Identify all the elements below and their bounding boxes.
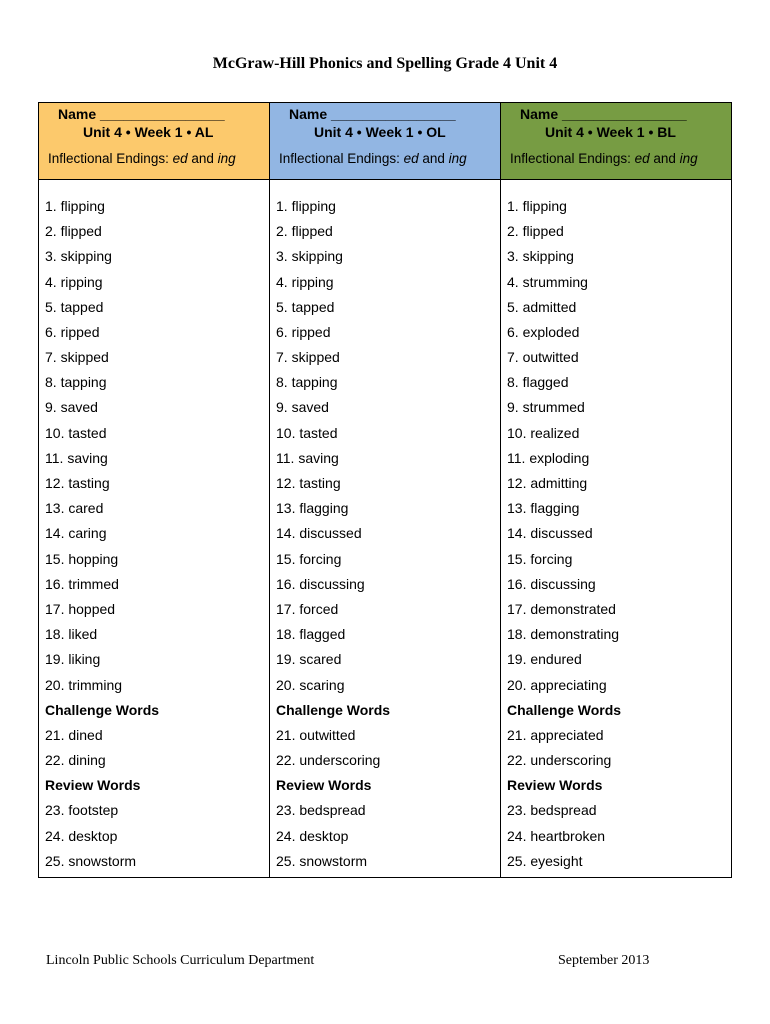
word-item: 12. tasting bbox=[276, 475, 341, 491]
word-item: 16. discussing bbox=[507, 575, 596, 592]
word-item: 4. strumming bbox=[507, 273, 588, 290]
word-item: 7. skipped bbox=[45, 349, 109, 366]
word-item: 13. flagging bbox=[276, 500, 349, 517]
inflect-ing: ing bbox=[217, 151, 236, 166]
word-item: 25. snowstorm bbox=[45, 852, 137, 869]
section-heading: Challenge Words bbox=[276, 701, 391, 718]
word-item: 8. flagged bbox=[507, 374, 569, 391]
word-item: 25. snowstorm bbox=[276, 852, 368, 869]
inflect-ing: ing bbox=[679, 151, 698, 166]
word-item: 16. discussing bbox=[276, 575, 365, 592]
section-heading: Review Words bbox=[507, 777, 603, 794]
unit-label: Unit 4 • Week 1 • OL bbox=[314, 124, 446, 140]
word-item: 21. outwitted bbox=[276, 726, 356, 743]
inflect-prefix: Inflectional Endings: bbox=[279, 151, 404, 166]
word-item: 12. tasting bbox=[45, 475, 110, 491]
word-item: 24. desktop bbox=[276, 827, 349, 844]
word-item: 17. hopped bbox=[45, 600, 116, 617]
word-item: 20. appreciating bbox=[507, 676, 607, 693]
word-item: 7. skipped bbox=[276, 349, 340, 366]
word-item: 22. underscoring bbox=[507, 752, 612, 769]
word-item: 24. heartbroken bbox=[507, 827, 606, 844]
word-item: 11. exploding bbox=[507, 449, 590, 466]
word-item: 12. admitting bbox=[507, 475, 588, 491]
inflect-and: and bbox=[187, 151, 218, 166]
inflectional-endings-label bbox=[39, 141, 269, 166]
column-ol bbox=[270, 103, 501, 877]
word-item: 1. flipping bbox=[276, 197, 336, 214]
word-item: 19. scared bbox=[276, 651, 342, 668]
word-item: 13. cared bbox=[45, 500, 104, 517]
spelling-table bbox=[38, 102, 732, 878]
word-item: 15. forcing bbox=[276, 550, 342, 567]
word-item: 4. ripping bbox=[45, 273, 103, 290]
word-item: 1. flipping bbox=[45, 197, 105, 214]
word-item: 9. saved bbox=[45, 399, 98, 416]
word-item: 4. ripping bbox=[276, 273, 334, 290]
inflect-and: and bbox=[649, 151, 680, 166]
word-item: 23. bedspread bbox=[507, 802, 597, 819]
unit-label: Unit 4 • Week 1 • AL bbox=[83, 124, 214, 140]
word-item: 23. bedspread bbox=[276, 802, 366, 819]
word-item: 19. endured bbox=[507, 651, 582, 668]
word-item: 22. underscoring bbox=[276, 752, 381, 769]
word-item: 6. ripped bbox=[276, 323, 331, 340]
column-bl bbox=[501, 103, 731, 877]
inflect-ing: ing bbox=[448, 151, 467, 166]
word-item: 16. trimmed bbox=[45, 575, 119, 592]
section-heading: Challenge Words bbox=[45, 701, 160, 718]
word-item: 21. dined bbox=[45, 726, 103, 743]
word-item: 14. caring bbox=[45, 525, 107, 542]
word-item: 17. demonstrated bbox=[507, 600, 616, 617]
inflect-prefix: Inflectional Endings: bbox=[48, 151, 173, 166]
word-item: 20. trimming bbox=[45, 676, 123, 693]
word-item: 15. forcing bbox=[507, 550, 573, 567]
word-item: 15. hopping bbox=[45, 550, 119, 567]
word-item: 11. saving bbox=[45, 449, 108, 466]
word-item: 23. footstep bbox=[45, 802, 119, 819]
word-item: 3. skipping bbox=[45, 248, 112, 265]
word-item: 10. tasted bbox=[45, 424, 107, 441]
word-item: 19. liking bbox=[45, 651, 101, 668]
word-item: 10. realized bbox=[507, 424, 580, 441]
inflectional-endings-label bbox=[501, 141, 731, 166]
word-list bbox=[501, 180, 731, 877]
word-list bbox=[39, 180, 269, 877]
word-item: 3. skipping bbox=[276, 248, 343, 265]
word-item: 18. flagged bbox=[276, 626, 346, 643]
column-header-al bbox=[39, 103, 269, 180]
word-item: 25. eyesight bbox=[507, 852, 583, 869]
word-item: 20. scaring bbox=[276, 676, 345, 693]
word-item: 1. flipping bbox=[507, 197, 567, 214]
word-item: 5. admitted bbox=[507, 298, 577, 315]
word-item: 9. saved bbox=[276, 399, 329, 416]
name-label: Name ________________ bbox=[58, 106, 225, 122]
word-item: 9. strummed bbox=[507, 399, 585, 416]
inflect-and: and bbox=[418, 151, 449, 166]
word-list bbox=[270, 180, 500, 877]
name-label: Name ________________ bbox=[520, 106, 687, 122]
word-item: 7. outwitted bbox=[507, 349, 579, 366]
word-item: 11. saving bbox=[276, 449, 339, 466]
word-item: 24. desktop bbox=[45, 827, 118, 844]
word-item: 6. ripped bbox=[45, 323, 100, 340]
unit-label: Unit 4 • Week 1 • BL bbox=[545, 124, 676, 140]
word-item: 18. liked bbox=[45, 626, 98, 643]
word-item: 2. flipped bbox=[45, 223, 102, 240]
column-al bbox=[39, 103, 270, 877]
footer-date: September 2013 bbox=[558, 953, 650, 968]
inflect-prefix: Inflectional Endings: bbox=[510, 151, 635, 166]
section-heading: Review Words bbox=[276, 777, 372, 794]
column-header-bl bbox=[501, 103, 731, 180]
page-title: McGraw-Hill Phonics and Spelling Grade 4 Unit 4 bbox=[212, 55, 558, 72]
footer-department: Lincoln Public Schools Curriculum Department bbox=[46, 953, 315, 968]
inflectional-endings-label bbox=[270, 141, 500, 166]
word-item: 8. tapping bbox=[45, 374, 107, 391]
section-heading: Challenge Words bbox=[507, 701, 622, 718]
name-label: Name ________________ bbox=[289, 106, 456, 122]
word-item: 8. tapping bbox=[276, 374, 338, 391]
word-item: 18. demonstrating bbox=[507, 626, 620, 643]
word-item: 2. flipped bbox=[276, 223, 333, 240]
inflect-ed: ed bbox=[634, 151, 650, 166]
column-header-ol bbox=[270, 103, 500, 180]
inflect-ed: ed bbox=[403, 151, 419, 166]
word-item: 5. tapped bbox=[276, 298, 335, 315]
word-item: 10. tasted bbox=[276, 424, 338, 441]
word-item: 6. exploded bbox=[507, 323, 580, 340]
word-item: 2. flipped bbox=[507, 223, 564, 240]
inflect-ed: ed bbox=[172, 151, 188, 166]
word-item: 13. flagging bbox=[507, 500, 580, 517]
word-item: 21. appreciated bbox=[507, 726, 604, 743]
word-item: 14. discussed bbox=[507, 525, 593, 542]
word-item: 3. skipping bbox=[507, 248, 574, 265]
word-item: 17. forced bbox=[276, 600, 339, 617]
word-item: 5. tapped bbox=[45, 298, 104, 315]
section-heading: Review Words bbox=[45, 777, 141, 794]
word-item: 14. discussed bbox=[276, 525, 362, 542]
word-item: 22. dining bbox=[45, 752, 106, 769]
